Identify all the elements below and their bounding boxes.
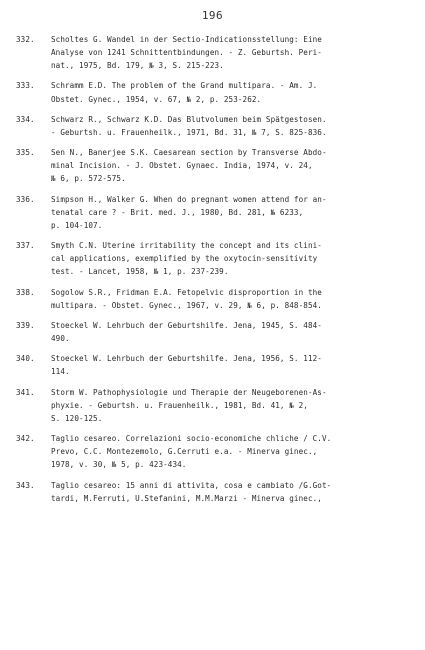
reference-item <box>16 386 416 425</box>
reference-text <box>51 193 416 232</box>
reference-item <box>16 239 416 278</box>
reference-line: Taglio cesareo. Correlazioni socio-economiche chliche / C.V. <box>51 434 332 444</box>
reference-item <box>16 146 416 185</box>
reference-text <box>51 319 416 345</box>
reference-line: Taglio cesareo: 15 anni di attivita, cosa e cambiato /G.Got- <box>51 480 332 490</box>
reference-number: 334. <box>16 114 35 124</box>
reference-number: 340. <box>16 354 35 364</box>
reference-number: 333. <box>16 81 35 91</box>
reference-number: 336. <box>16 194 35 204</box>
reference-text <box>51 239 416 278</box>
reference-line: - Geburtsh. u. Frauenheilk., 1971, Bd. 31, № 7, S. 825-836. <box>51 127 327 137</box>
reference-item <box>16 352 416 378</box>
reference-text <box>51 286 416 312</box>
reference-line: 114. <box>51 367 70 377</box>
reference-line: Smyth C.N. Uterine irritability the concept and its clini- <box>51 241 322 251</box>
reference-line: Stoeckel W. Lehrbuch der Geburtshilfe. Jena, 1956, S. 112- <box>51 354 322 364</box>
reference-line: minal Incision. - J. Obstet. Gynaec. India, 1974, v. 24, <box>51 161 313 171</box>
reference-item <box>16 286 416 312</box>
reference-line: nat., 1975, Bd. 179, № 3, S. 215-223. <box>51 61 224 71</box>
reference-line: tenatal care ? - Brit. med. J., 1980, Bd. 281, № 6233, <box>51 207 304 217</box>
reference-line: tardi, M.Ferruti, U.Stefanini, M.M.Marzi - Minerva ginec., <box>51 493 322 503</box>
reference-line: Sen N., Banerjee S.K. Caesarean section by Transverse Abdo- <box>51 148 327 158</box>
reference-line: Simpson H., Walker G. When do pregnant women attend for an- <box>51 194 327 204</box>
reference-number: 339. <box>16 321 35 330</box>
reference-text <box>51 146 416 185</box>
reference-number: 338. <box>16 287 35 297</box>
reference-line: S. 120-125. <box>51 413 103 423</box>
reference-number: 337. <box>16 241 35 251</box>
reference-item <box>16 193 416 232</box>
reference-line: 490. <box>51 334 70 344</box>
page-number: 196 <box>201 9 224 22</box>
reference-text <box>51 113 416 139</box>
reference-line: Storm W. Pathophysiologie und Therapie der Neugeborenen-As- <box>51 387 327 397</box>
reference-line: p. 104-107. <box>51 220 103 230</box>
reference-item <box>16 113 416 139</box>
reference-line: № 6, p. 572-575. <box>51 174 126 184</box>
reference-text <box>51 33 416 72</box>
reference-item <box>16 319 416 345</box>
reference-text <box>51 432 416 471</box>
reference-list <box>16 33 416 512</box>
reference-number: 343. <box>16 480 35 490</box>
reference-text <box>51 352 416 378</box>
reference-number: 341. <box>16 387 35 397</box>
reference-line: 1978, v. 30, № 5, p. 423-434. <box>51 460 187 470</box>
reference-number: 332. <box>16 35 35 44</box>
reference-line: cal applications, exemplified by the oxytocin-sensitivity <box>51 254 318 264</box>
reference-line: phyxie. - Geburtsh. u. Frauenheilk., 1981, Bd. 41, № 2, <box>51 400 308 410</box>
reference-item <box>16 479 416 505</box>
reference-item <box>16 432 416 471</box>
reference-line: Stoeckel W. Lehrbuch der Geburtshilfe. Jena, 1945, S. 484- <box>51 321 322 330</box>
reference-line: Scholtes G. Wandel in der Sectio-Indicationsstellung: Eine <box>51 35 322 44</box>
reference-number: 342. <box>16 434 35 444</box>
reference-text <box>51 479 416 505</box>
reference-line: test. - Lancet, 1958, № 1, p. 237-239. <box>51 267 229 277</box>
reference-item <box>16 79 416 105</box>
reference-line: Schwarz R., Schwarz K.D. Das Blutvolumen beim Spätgestosen. <box>51 114 327 124</box>
reference-line: Schramm E.D. The problem of the Grand multipara. - Am. J. <box>51 81 318 91</box>
reference-line: Sogolow S.R., Fridman E.A. Fetopelvic disproportion in the <box>51 287 322 297</box>
reference-number: 335. <box>16 148 35 158</box>
reference-line: multipara. - Obstet. Gynec., 1967, v. 29, № 6, p. 848-854. <box>51 300 322 310</box>
reference-text <box>51 79 416 105</box>
reference-text <box>51 386 416 425</box>
reference-line: Obstet. Gynec., 1954, v. 67, № 2, p. 253-262. <box>51 94 262 104</box>
reference-line: Prevo, C.C. Montezemolo, G.Cerruti e.a. - Minerva ginec., <box>51 447 318 457</box>
reference-line: Analyse von 1241 Schnittentbindungen. - Z. Geburtsh. Peri- <box>51 48 322 58</box>
reference-item <box>16 33 416 72</box>
